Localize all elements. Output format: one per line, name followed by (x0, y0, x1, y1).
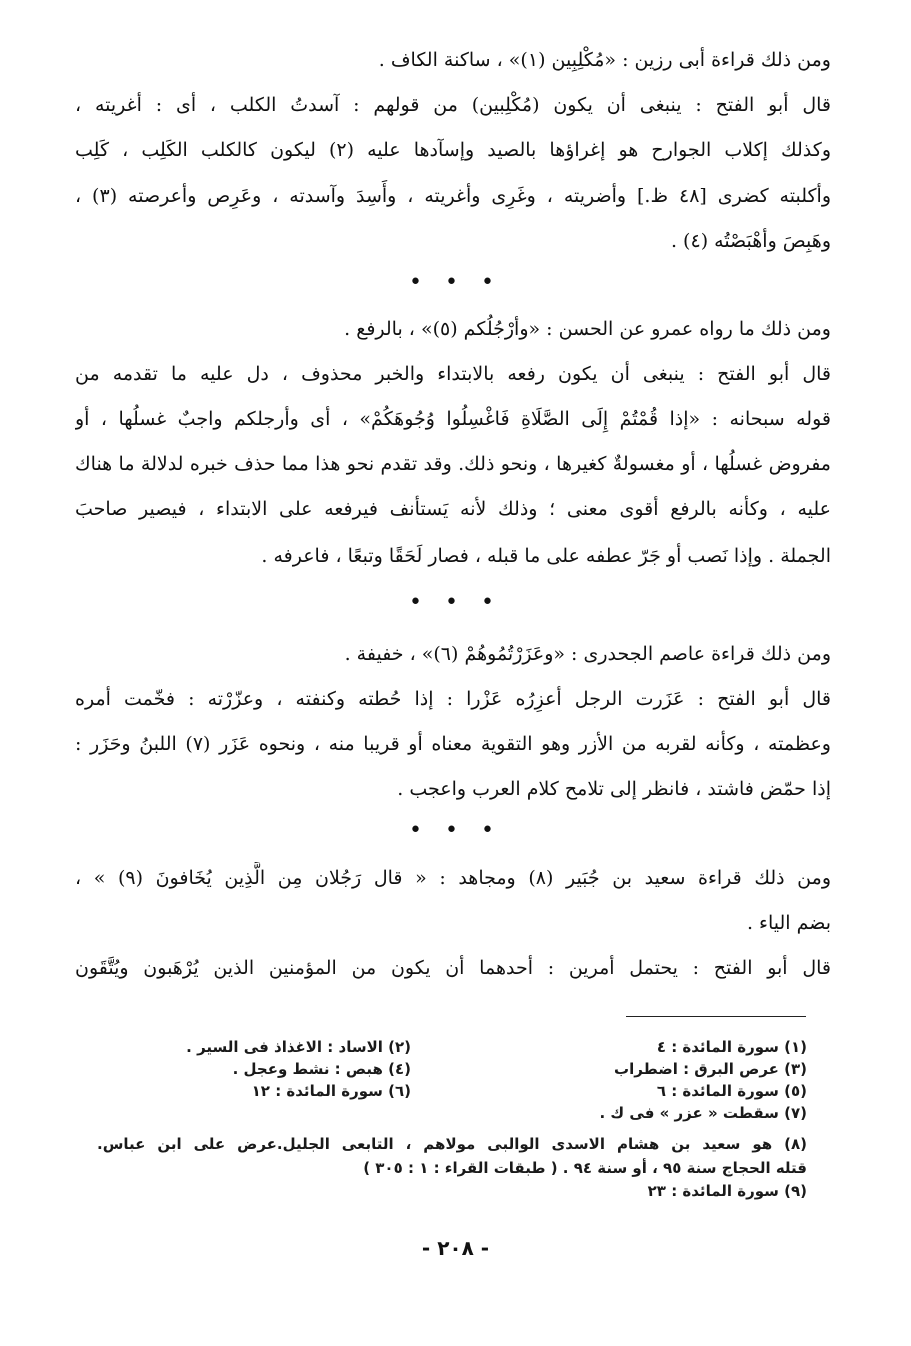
footnote: (١) سورة المائدة : ٤ (656, 1038, 807, 1056)
body-line: الجملة . وإذا نَصب أو جَرّ عطفه على ما قبله ، فصار لَحَقًا وتبعًا ، فاعرفه . (261, 545, 831, 567)
body-line: بضم الياء . (746, 912, 831, 934)
section-separator: • • • (409, 590, 502, 615)
section-separator: • • • (409, 818, 502, 843)
footnote: (٢) الاساد : الاغذاذ فى السير . (186, 1038, 411, 1056)
body-line: قال أبو الفتح : ينبغى أن يكون (مُكْلِبين) من قولهم : آسدتُ الكلب ، أى : أغريته ، (75, 94, 831, 116)
footnote: (٥) سورة المائدة : ٦ (656, 1082, 807, 1100)
footnote: (٣) عرص البرق : اضطراب (614, 1060, 807, 1078)
footnote: قتله الحجاج سنة ٩٥ ، أو سنة ٩٤ . ( طبقات القراء : ١ : ٣٠٥ ) (363, 1159, 807, 1177)
footnote: (٨) هو سعيد بن هشام الاسدى الوالبى مولاهم ، التابعى الجليل.عرض على ابن عباس. (97, 1135, 807, 1153)
body-line: ومن ذلك قراءة سعيد بن جُبَير (٨) ومجاهد : « قال رَجُلان مِن الَّذِين يُخَافونَ (٩) » ، (75, 867, 831, 889)
body-line: ومن ذلك قراءة عاصم الجحدرى : «وعَزَرْتُمُوهُمْ (٦)» ، خفيفة . (344, 643, 831, 665)
body-line: وهَبِصَ وأهْبَصْتُه (٤) . (670, 230, 831, 252)
footnote-divider (626, 1016, 806, 1017)
body-line: إذا حمّض فاشتد ، فانظر إلى تلامح كلام العرب واعجب . (397, 778, 831, 800)
body-line: ومن ذلك قراءة أبى رزين : «مُكْلِبِين (١)» ، ساكنة الكاف . (378, 49, 831, 71)
footnote: (٦) سورة المائدة : ١٢ (251, 1082, 411, 1100)
body-line: وكذلك إكلاب الجوارح هو إغراؤها بالصيد وإسآدها عليه (٢) ليكون كالكلب الكَلِب ، كَلِب (75, 139, 831, 161)
body-line: قال أبو الفتح : عَزَرت الرجل أعزِرُه عَزْرا : إذا حُطته وكنفته ، وعزّرْته : فخّمت أمره (75, 688, 831, 710)
footnote: (٩) سورة المائدة : ٢٣ (647, 1182, 807, 1200)
page-number: - ٢٠٨ - (421, 1236, 490, 1260)
body-line: قال أبو الفتح : ينبغى أن يكون رفعه بالابتداء والخبر محذوف ، دل عليه ما تقدمه من (75, 363, 831, 385)
body-line: مفروض غسلُها ، أو مغسولةٌ كغيرها ، ونحو ذلك. وقد تقدم نحو هذا مما حذف خبره لدلالة ما هناك (75, 453, 831, 475)
body-line: قوله سبحانه : «إذا قُمْتُمْ إِلَى الصَّلَاةِ فَاغْسِلُوا وُجُوهَكُمْ» ، أى وأرجلكم واجبٌ غسلُها ، أو (75, 408, 831, 430)
body-line: وعظمته ، وكأنه لقربه من الأزر وهو التقوية معناه أو قريبا منه ، ونحوه عَزَر (٧) اللبنُ وحَزَر : (75, 733, 831, 755)
footnote: (٤) هبص : نشط وعجل . (232, 1060, 411, 1078)
body-line: ومن ذلك ما رواه عمرو عن الحسن : «وأرْجُلُكم (٥)» ، بالرفع . (344, 318, 831, 340)
body-line: عليه ، وكأنه بالرفع أقوى معنى ؛ وذلك لأنه يَستأنف فيرفعه على الابتداء ، فيصير صاحبَ (75, 498, 831, 520)
footnote: (٧) سقطت « عزر » فى ك . (599, 1104, 807, 1122)
body-line: قال أبو الفتح : يحتمل أمرين : أحدهما أن يكون من المؤمنين الذين يُرْهَبون ويُتَّقَون (75, 957, 831, 979)
section-separator: • • • (409, 270, 502, 295)
body-line: وأكلبته كضرى [٤٨ ظ.] وأضريته ، وغَرِى وأغريته ، وأَسِدَ وآسدته ، وعَرِص وأعرصته (٣) ، (75, 185, 831, 207)
